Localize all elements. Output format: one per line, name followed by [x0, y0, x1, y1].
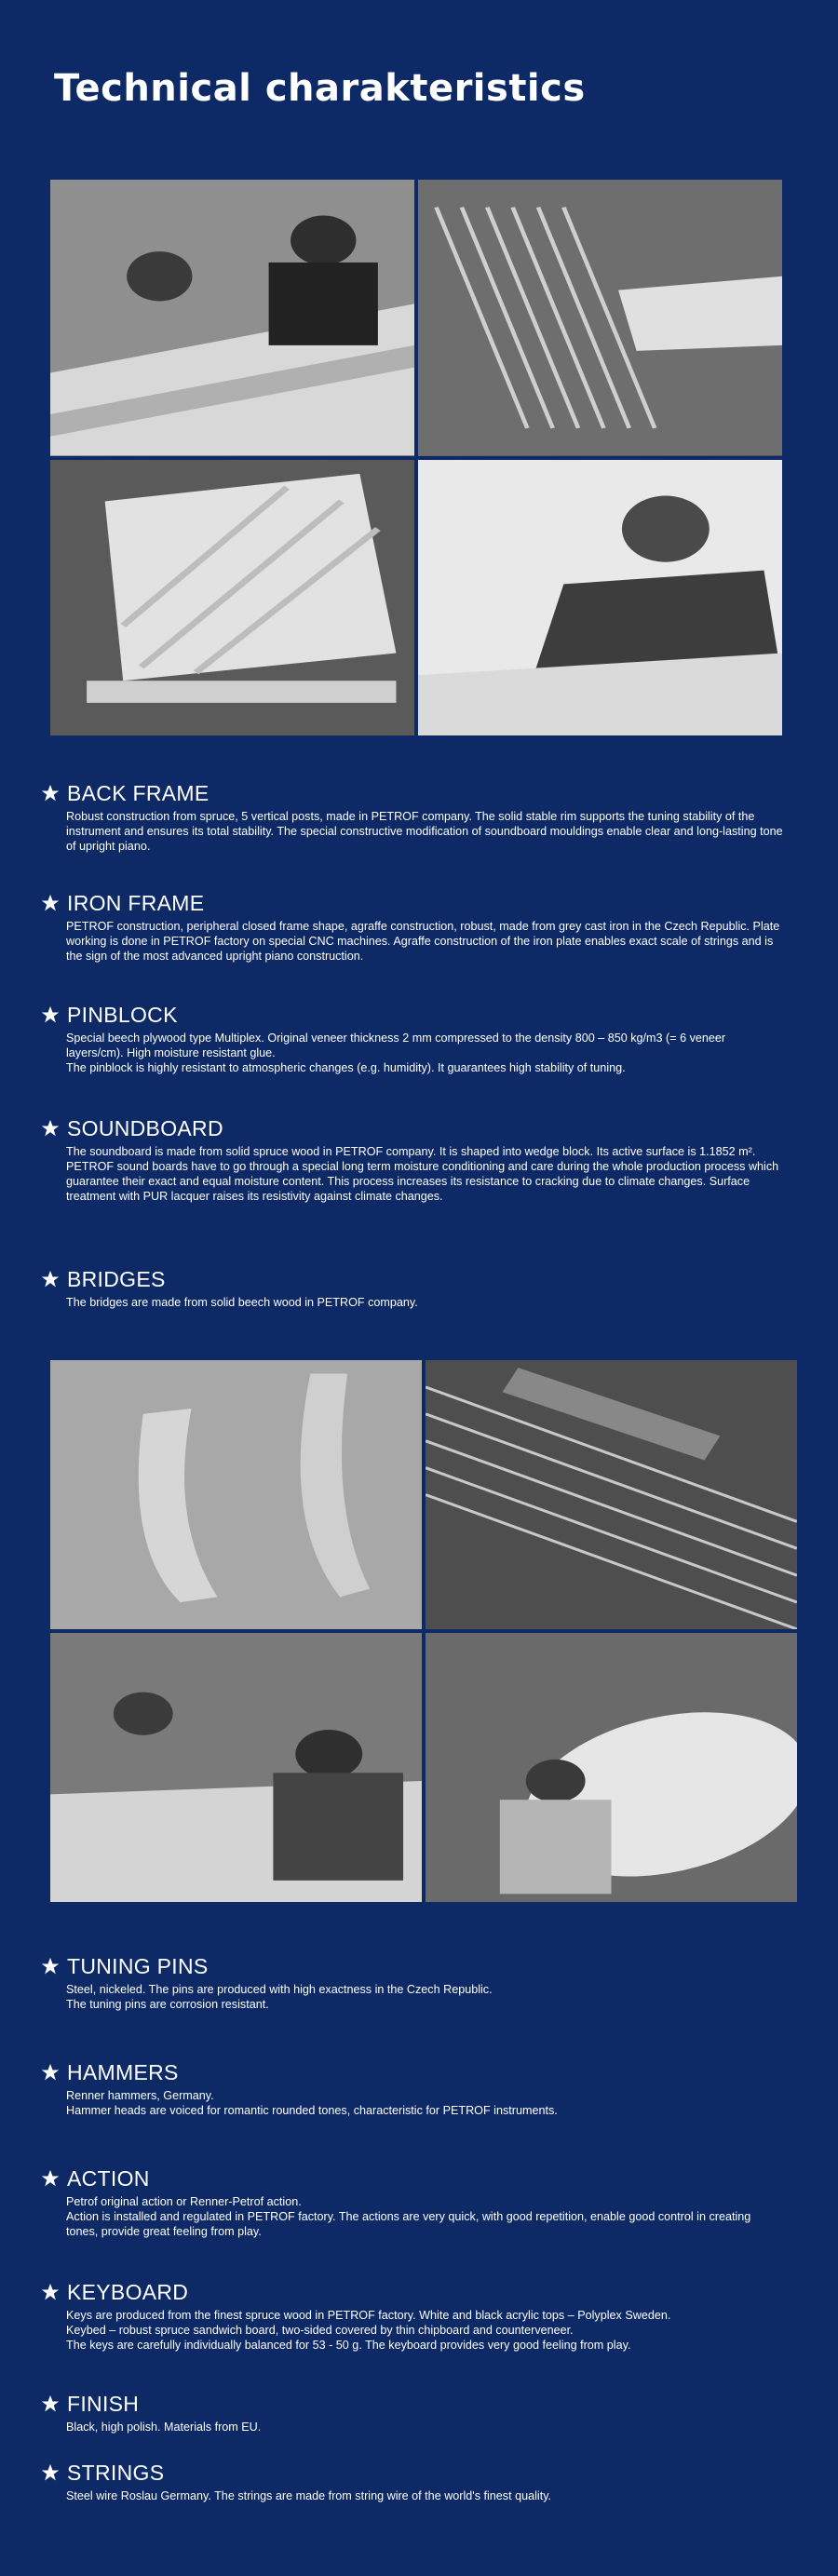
photo-soundboard-ribs — [50, 1360, 422, 1629]
spec-iron-frame — [41, 890, 786, 964]
spec-title: IRON FRAME — [67, 891, 205, 915]
spec-line: The keys are carefully individually balanced for 53 - 50 g. The keyboard provides very good feeling from play. — [66, 2339, 631, 2352]
spec-line: Renner hammers, Germany. — [66, 2089, 214, 2102]
star-icon — [41, 1005, 60, 1024]
spec-back-frame — [41, 780, 786, 854]
spec-line: Keys are produced from the finest spruce wood in PETROF factory. White and black acrylic tops – Polyplex Sweden. — [66, 2309, 671, 2322]
spec-title: FINISH — [67, 2392, 140, 2416]
photo-workers-frame — [50, 180, 414, 456]
spec-line: Action is installed and regulated in PETROF factory. The actions are very quick, with good repetition, enable good control in creating tones, provide great feeling from play. — [66, 2210, 751, 2238]
spec-line: Special beech plywood type Multiplex. Original veneer thickness 2 mm compressed to the density 800 – 850 kg/m3 (= 6 veneer layers/cm). High moisture resistant glue. — [66, 1032, 726, 1059]
spec-line: The bridges are made from solid beech wood in PETROF company. — [66, 1296, 418, 1309]
spec-line: Steel, nickeled. The pins are produced with high exactness in the Czech Republic. — [66, 1983, 493, 1996]
photo-workers-bench — [50, 1633, 422, 1902]
spec-title: HAMMERS — [67, 2060, 179, 2084]
photo-strings-plate — [426, 1360, 797, 1629]
spec-title: KEYBOARD — [67, 2280, 189, 2304]
spec-line: Robust construction from spruce, 5 vertical posts, made in PETROF company. The solid stable rim supports the tuning stability of the instrument and ensures its total stability. The special constructive modification of soundboard mouldings enable clear and long-lasting tone of upright piano. — [66, 810, 783, 853]
spec-title: STRINGS — [67, 2461, 165, 2485]
star-icon — [41, 1119, 60, 1138]
spec-title: SOUNDBOARD — [67, 1116, 223, 1140]
spec-soundboard — [41, 1115, 786, 1204]
star-icon — [41, 2169, 60, 2188]
spec-line: Black, high polish. Materials from EU. — [66, 2421, 262, 2434]
star-icon — [41, 2283, 60, 2301]
spec-action — [41, 2165, 786, 2239]
photo-action-hammers — [418, 180, 782, 456]
spec-line: The tuning pins are corrosion resistant. — [66, 1998, 269, 2011]
spec-title: TUNING PINS — [67, 1954, 209, 1978]
spec-title: BRIDGES — [67, 1267, 166, 1291]
spec-line: Keybed – robust spruce sandwich board, two-sided covered by thin chipboard and counterveneer. — [66, 2324, 574, 2337]
star-icon — [41, 894, 60, 912]
page-title: Technical charakteristics — [54, 67, 586, 110]
star-icon — [41, 2394, 60, 2413]
star-icon — [41, 1957, 60, 1976]
spec-hammers — [41, 2059, 786, 2118]
spec-title: BACK FRAME — [67, 781, 210, 805]
star-icon — [41, 2463, 60, 2482]
spec-line: PETROF construction, peripheral closed frame shape, agraffe construction, robust, made from grey cast iron in the Czech Republic. Plate working is done in PETROF factory on special CNC machines. Agraffe construction of the iron plate enables exact scale of strings and is the sign of the most advanced upright piano construction. — [66, 920, 780, 963]
spec-title: ACTION — [67, 2166, 150, 2191]
photo-grid-bottom — [50, 1360, 797, 1902]
spec-tuning-pins — [41, 1953, 786, 2012]
photo-designer-drawing — [418, 460, 782, 736]
spec-bridges — [41, 1266, 786, 1310]
spec-title: PINBLOCK — [67, 1003, 178, 1027]
star-icon — [41, 2063, 60, 2082]
spec-line: The pinblock is highly resistant to atmospheric changes (e.g. humidity). It guarantees high stability of tuning. — [66, 1061, 626, 1074]
spec-finish — [41, 2391, 786, 2434]
spec-line: PETROF sound boards have to go through a special long term moisture conditioning and care during the whole production process which guarantee their exact and equal moisture content. This process increases its resistance to cracking due to climate changes. Surface treatment with PUR lacquer raises its resistivity against climate changes. — [66, 1160, 779, 1203]
spec-line: Steel wire Roslau Germany. The strings are made from string wire of the world's finest quality. — [66, 2489, 552, 2502]
spec-keyboard — [41, 2279, 786, 2353]
spec-line: Petrof original action or Renner-Petrof action. — [66, 2195, 302, 2208]
spec-line: Hammer heads are voiced for romantic rounded tones, characteristic for PETROF instruments. — [66, 2104, 558, 2117]
photo-soundboard-assembly — [426, 1633, 797, 1902]
spec-pinblock — [41, 1002, 786, 1075]
star-icon — [41, 1270, 60, 1288]
spec-strings — [41, 2460, 786, 2503]
star-icon — [41, 784, 60, 802]
photo-grid-top — [50, 180, 782, 735]
spec-line: The soundboard is made from solid spruce wood in PETROF company. It is shaped into wedge block. Its active surface is 1.1852 m². — [66, 1145, 756, 1158]
photo-back-frame — [50, 460, 414, 736]
